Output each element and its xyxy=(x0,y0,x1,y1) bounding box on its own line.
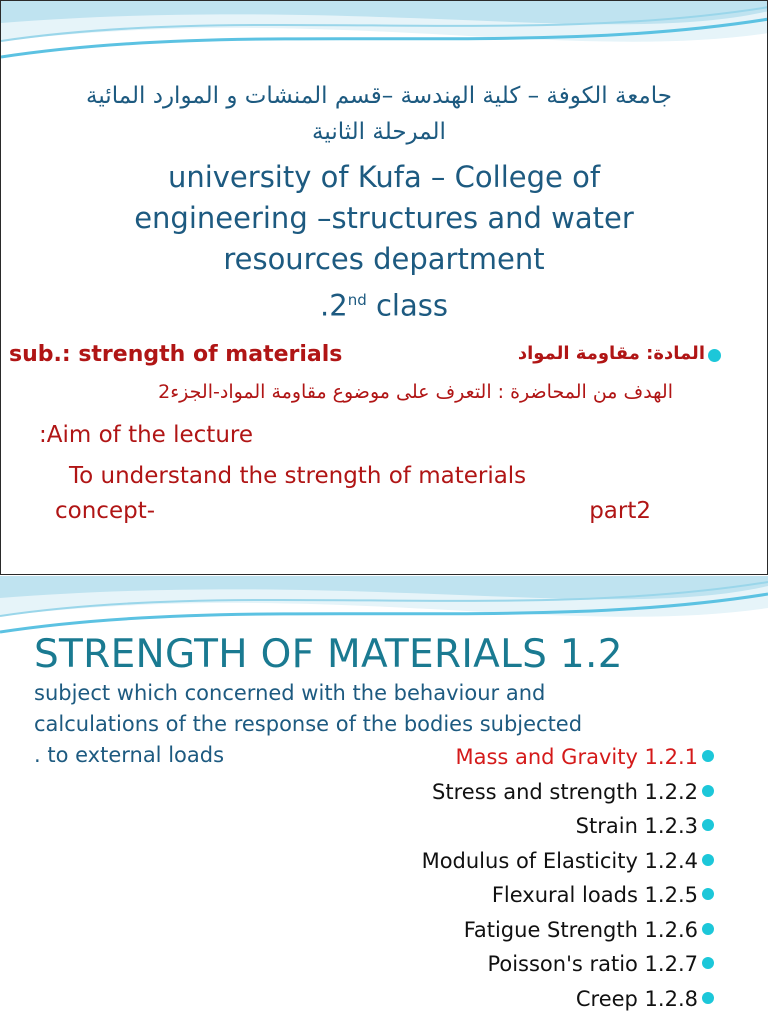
slide-title: STRENGTH OF MATERIALS 1.2 xyxy=(34,632,623,677)
list-item xyxy=(422,947,698,982)
subject-arabic: المادة: مقاومة المواد xyxy=(517,343,705,364)
subject-row xyxy=(1,337,767,373)
description-line-2: calculations of the response of the bodies subjected xyxy=(34,712,583,736)
topic-label: Stress and strength 1.2.2 xyxy=(432,779,698,804)
subject-english: sub.: strength of materials xyxy=(9,342,343,367)
bullet-icon xyxy=(702,923,714,935)
list-item xyxy=(422,740,698,775)
arabic-header-line-1: جامعة الكوفة – كلية الهندسة –قسم المنشات و الموارد المائية xyxy=(86,83,672,109)
topic-label: Poisson's ratio 1.2.7 xyxy=(487,952,698,976)
english-title-line-2: engineering –structures and water xyxy=(134,201,634,235)
list-item xyxy=(422,878,698,913)
list-item xyxy=(422,982,698,1017)
list-item xyxy=(422,775,698,810)
topic-label: Modulus of Elasticity 1.2.4 xyxy=(421,848,698,873)
topic-label: Fatigue Strength 1.2.6 xyxy=(463,917,698,942)
slide-2 xyxy=(0,576,768,1024)
bullet-icon xyxy=(708,349,721,362)
topic-list xyxy=(422,740,698,1016)
bullet-icon xyxy=(702,957,714,969)
bullet-icon xyxy=(702,888,714,900)
bullet-icon xyxy=(702,750,714,762)
aim-english: :Aim of the lecture xyxy=(39,422,254,448)
goal-line-2-right: part2 xyxy=(589,498,651,524)
bullet-icon xyxy=(702,992,714,1004)
goal-line-2-left: concept- xyxy=(55,498,156,524)
aim-arabic: الهدف من المحاضرة : التعرف على موضوع مقاومة المواد-الجزء2 xyxy=(158,381,673,403)
class-sup: nd xyxy=(347,291,367,309)
list-item xyxy=(422,809,698,844)
english-title-line-3: resources department xyxy=(223,242,545,276)
class-prefix: .2 xyxy=(320,288,348,323)
arabic-header-line-2: المرحلة الثانية xyxy=(312,119,446,145)
wave-decoration xyxy=(1,1,768,81)
class-suffix: class xyxy=(366,288,448,323)
bullet-icon xyxy=(702,785,714,797)
class-line xyxy=(41,280,727,327)
description-line-3: . to external loads xyxy=(34,743,225,767)
topic-label: Flexural loads 1.2.5 xyxy=(491,883,698,907)
list-item xyxy=(422,844,698,879)
english-title-line-1: university of Kufa – College of xyxy=(167,160,601,194)
description xyxy=(34,678,724,740)
topic-label: Strain 1.2.3 xyxy=(575,814,698,838)
description-line-1: subject which concerned with the behaviour and xyxy=(34,681,546,705)
bullet-icon xyxy=(702,819,714,831)
topic-label: Creep 1.2.8 xyxy=(575,986,698,1011)
goal-line-1: To understand the strength of materials xyxy=(69,463,527,489)
bullet-icon xyxy=(702,854,714,866)
topic-label: Mass and Gravity 1.2.1 xyxy=(455,745,698,769)
list-item xyxy=(422,913,698,948)
